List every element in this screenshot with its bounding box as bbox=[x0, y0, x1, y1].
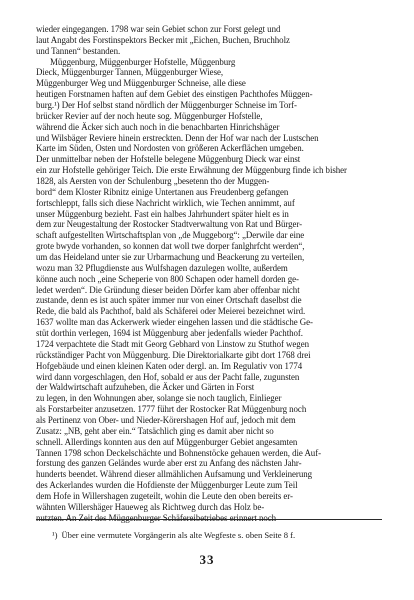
text-line: Zusatz: „NB, geht aber ein.“ Tatsächlich ging es damit aber nicht so bbox=[36, 425, 274, 436]
text-line: Müggenburger Weg und Müggenburger Schneise, alle diese bbox=[36, 78, 246, 89]
text-line: schnell. Allerdings konnten aus den auf Müggenburger Gebiet angesamten bbox=[36, 436, 298, 447]
footnote-divider bbox=[36, 519, 382, 520]
text-line: bord“ dem Kloster Ribnitz einige Untertanen aus Freudenberg gefangen bbox=[36, 186, 289, 197]
text-line: zustande, denn es ist auch später immer nur von einer Ortschaft daselbst die bbox=[36, 295, 302, 306]
text-line: zu legen, in den Wohnungen aber, solange sie noch tauglich, Einlieger bbox=[36, 393, 282, 404]
text-line: ein zur Hofstelle gehöriger Teich. Die erste Erwähnung der Müggenburg finde ich bisher bbox=[36, 165, 347, 176]
text-line: dem zur Neugestaltung der Rostocker Stadtverwaltung von Rat und Bürger- bbox=[36, 219, 302, 230]
body-text bbox=[36, 24, 380, 524]
text-line: unser Müggenburg bezieht. Fast ein halbes Jahrhundert später hielt es in bbox=[36, 208, 289, 219]
text-line: könne auch noch „eine Scheperie von 800 Schapen oder hamell dorden ge- bbox=[36, 273, 299, 284]
footnote-text: Über eine vermutete Vorgängerin als alte Wegfeste s. oben Seite 8 f. bbox=[61, 530, 296, 540]
footnote-mark: ¹) bbox=[52, 530, 58, 540]
text-line: als Pertinenz von Ober- und Nieder-Körershagen Hof auf, jedoch mit dem bbox=[36, 414, 296, 425]
text-line: burg.¹) Der Hof selbst stand nördlich der Müggenburger Schneise im Torf- bbox=[36, 100, 297, 111]
text-line: Der unmittelbar neben der Hofstelle belegene Müggenburg Dieck war einst bbox=[36, 154, 301, 165]
text-line: wozu man 32 Pflugdienste aus Wulfshagen dazulegen wollte, außerdem bbox=[36, 262, 288, 273]
footnote bbox=[36, 530, 382, 541]
text-line: ledet werden“. Die Gründung dieser beiden Dörfer kam aber offenbar nicht bbox=[36, 284, 300, 295]
text-line: grote bwyde vorhanden, so konnen dat woll twe dorper fanlghrfcht werden“, bbox=[36, 241, 305, 252]
text-line: stüt dorthin verlegen, 1694 ist Müggenburg aber jedenfalls wieder Pachthof. bbox=[36, 328, 303, 339]
text-line: wird dann vorgeschlagen, den Hof, sobald er aus der Pacht falle, zugunsten bbox=[36, 371, 300, 382]
text-line: 1637 wollte man das Ackerwerk wieder eingehen lassen und die städtische Ge- bbox=[36, 317, 313, 328]
text-line: und Wilsbäger Reviere hinein erstreckten. Denn der Hof war nach der Lustschen bbox=[36, 132, 319, 143]
text-line: wieder eingegangen. 1798 war sein Gebiet schon zur Forst gelegt und bbox=[36, 24, 281, 34]
text-line: 1828, als Aersten von der Schulenburg „besetenn tho der Muggen- bbox=[36, 176, 270, 187]
text-line: Hofgebäude und einen kleinen Katen oder dergl. an. Im Regulativ von 1774 bbox=[36, 360, 303, 371]
text-line: als Forstarbeiter anzusetzen. 1777 führt der Rostocker Rat Müggenburg noch bbox=[36, 404, 307, 415]
text-line: Rede, die bald als Pachthof, bald als Schäferei oder Meierei bezeichnet wird. bbox=[36, 306, 306, 317]
page-number: 33 bbox=[199, 552, 215, 567]
text-line: 1724 verpachtete die Stadt mit Georg Gebhard von Linstow zu Stuthof wegen bbox=[36, 338, 309, 349]
text-line: brücker Revier auf der noch heute sog. Müggenburger Hofstelle, bbox=[36, 110, 263, 121]
text-line: forstung des ganzen Geländes wurde aber erst zu Anfang des nächsten Jahr- bbox=[36, 458, 302, 469]
text-line: rückständiger Pacht von Müggenburg. Die Direktorialkarte gibt dort 1768 drei bbox=[36, 349, 311, 360]
text-line: Müggenburg, Müggenburger Hofstelle, Müggenburg bbox=[50, 56, 236, 67]
text-line: und Tannen“ bestanden. bbox=[36, 45, 121, 56]
text-line: wähnten Willershäger Haueweg als Richtweg durch das Holz be- bbox=[36, 501, 265, 512]
text-line: hunderts beendet. Während dieser allmählichen Aufsamung und Verkleinerung bbox=[36, 469, 312, 480]
text-line: schaft aufgestellten Wirtschaftsplan von „de Muggeborg“: „Derwile dar eine bbox=[36, 230, 305, 241]
text-line: Tannen 1798 schon Deckelschächte und Bohnenstöcke gehauen werden, die Auf- bbox=[36, 447, 322, 458]
text-line: heutigen Forstnamen haften auf dem Gebiet des einstigen Pachthofes Müggen- bbox=[36, 89, 313, 100]
text-line: des Ackerlandes wurden die Hofdienste der Müggenburger Leute zum Teil bbox=[36, 480, 298, 491]
text-line: während die Äcker sich auch noch in die benachbarten Hinrichshäger bbox=[36, 121, 280, 132]
text-line: der Waldwirtschaft aufzuheben, die Äcker und Gärten in Forst bbox=[36, 382, 255, 393]
text-line: um das Heideland unter sie zur Urbarmachung und Beackerung zu verteilen, bbox=[36, 252, 305, 263]
text-line: nutzten. An Zeit des Müggenburger Schäfereibetriebes erinnert noch bbox=[36, 512, 277, 523]
text-line: laut Angabt des Forstinspektors Becker mit „Eichen, Buchen, Bruchholz bbox=[36, 34, 290, 45]
text-line: Karte im Süden, Osten und Nordosten von größeren Ackerflächen umgeben. bbox=[36, 143, 304, 154]
text-line: dem Hofe in Willershagen zugeteilt, wohin die Leute den oben bereits er- bbox=[36, 490, 293, 501]
text-line: fortschleppt, falls sich diese Nachricht wirklich, wie Techen annimmt, auf bbox=[36, 197, 295, 208]
text-line: Dieck, Müggenburger Tannen, Müggenburger Wiese, bbox=[36, 67, 224, 78]
